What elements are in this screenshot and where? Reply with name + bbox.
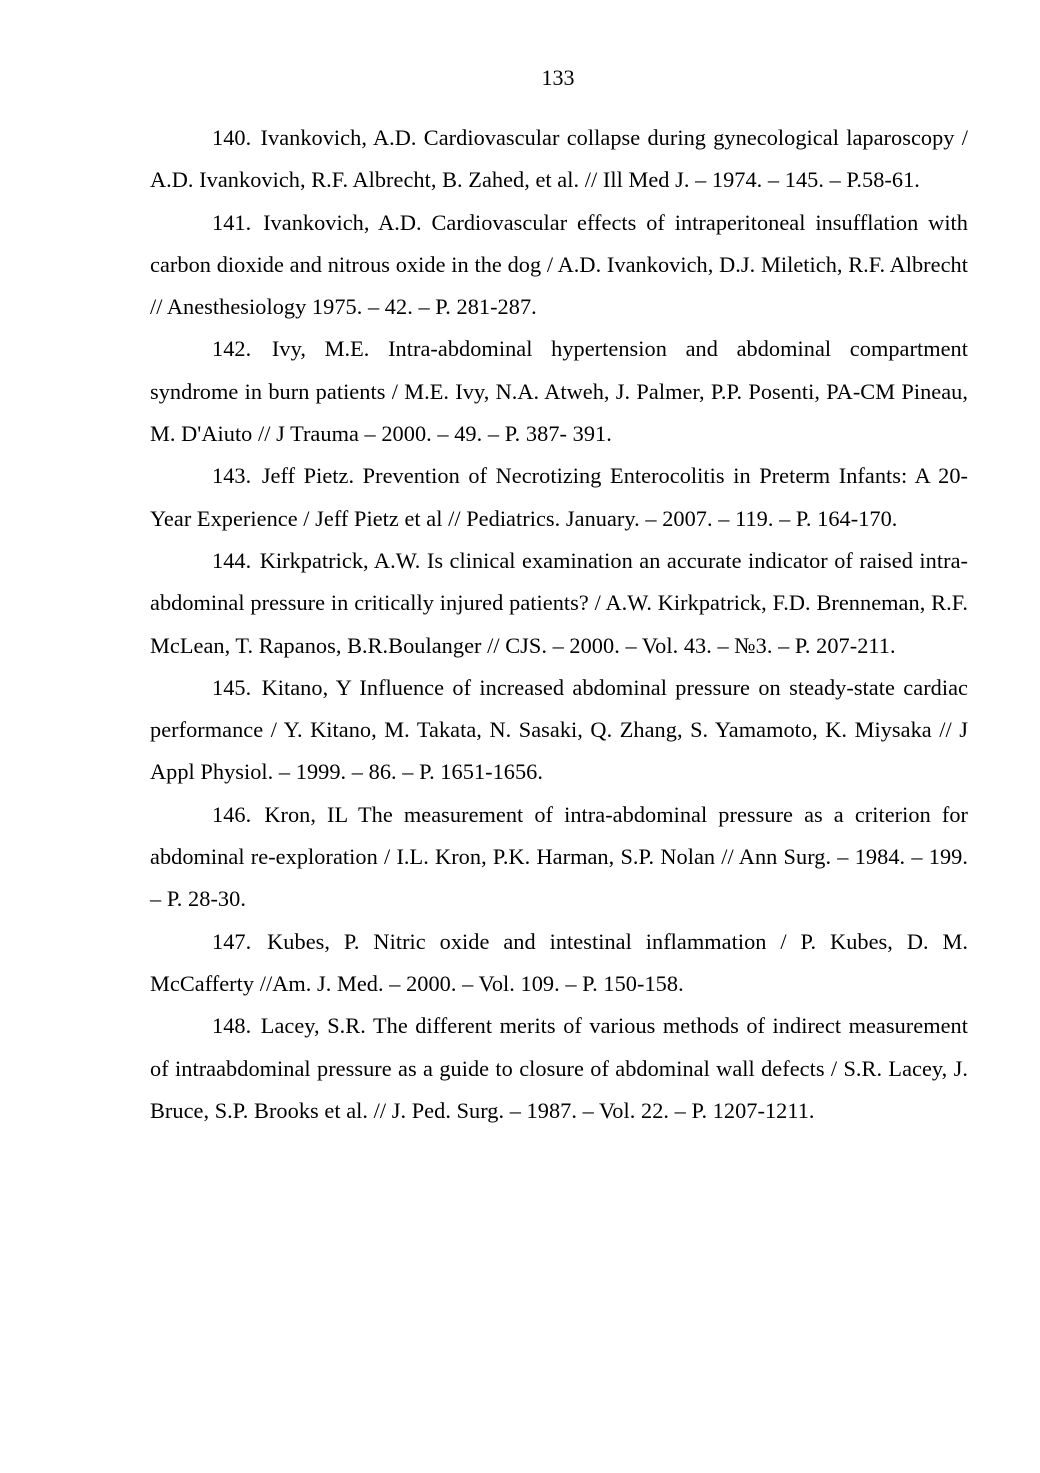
reference-text: Kron, IL The measurement of intra-abdominal pressure as a criterion for abdominal re-exploration / I.L. Kron, P.K. Harman, S.P. Nolan // Ann Surg. – 1984. – 199. – P. 28-30. <box>150 801 969 912</box>
reference-item <box>150 328 968 455</box>
reference-text: Lacey, S.R. The different merits of various methods of indirect measurement of intraabdominal pressure as a guide to closure of abdominal wall defects / S.R. Lacey, J. Bruce, S.P. Brooks et al. // J. Ped. Surg. – 1987. – Vol. 22. – P. 1207-1211. <box>150 1013 969 1123</box>
reference-text: Ivy, M.E. Intra-abdominal hypertension and abdominal compartment syndrome in burn patients / M.E. Ivy, N.A. Atweh, J. Palmer, P.P. Posenti, PA-CM Pineau, M. D'Aiuto // J Trauma – 2000. – 49. – P. 387- 391. <box>150 336 968 447</box>
reference-item <box>150 455 968 540</box>
reference-item <box>150 117 968 202</box>
reference-text: Kirkpatrick, A.W. Is clinical examination an accurate indicator of raised intra-abdominal pressure in critically injured patients? / A.W. Kirkpatrick, F.D. Brenneman, R.F. McLean, T. Rapanos, B.R.Boulanger // CJS. – 2000. – Vol. 43. – №3. – P. 207-211. <box>150 547 968 658</box>
reference-number: 148. <box>212 1013 252 1039</box>
reference-list <box>150 117 968 1132</box>
reference-number: 147. <box>212 928 252 954</box>
reference-item <box>150 667 968 794</box>
reference-number: 143. <box>212 463 252 489</box>
reference-item <box>150 1005 968 1132</box>
page-number: 133 <box>541 65 575 90</box>
reference-number: 144. <box>212 547 252 573</box>
reference-text: Ivankovich, A.D. Cardiovascular collapse during gynecological laparoscopy / A.D. Ivankovich, R.F. Albrecht, B. Zahed, et al. // Ill Med J. – 1974. – 145. – P.58-61. <box>150 125 969 193</box>
reference-text: Jeff Pietz. Prevention of Necrotizing Enterocolitis in Preterm Infants: A 20-Year Experience / Jeff Pietz et al // Pediatrics. January. – 2007. – 119. – P. 164-170. <box>150 463 968 531</box>
reference-text: Kitano, Y Influence of increased abdominal pressure on steady-state cardiac performance / Y. Kitano, M. Takata, N. Sasaki, Q. Zhang, S. Yamamoto, K. Miysaka // J Appl Physiol. – 1999. – 86. – P. 1651-1656. <box>150 674 968 785</box>
reference-number: 145. <box>212 674 252 700</box>
reference-item <box>150 921 968 1006</box>
reference-number: 146. <box>212 801 252 827</box>
reference-number: 140. <box>212 125 252 150</box>
reference-item <box>150 202 968 329</box>
reference-number: 142. <box>212 336 252 362</box>
reference-text: Kubes, P. Nitric oxide and intestinal inflammation / P. Kubes, D. M. McCafferty //Am. J. Med. – 2000. – Vol. 109. – P. 150-158. <box>150 928 969 996</box>
reference-text: Ivankovich, A.D. Cardiovascular effects of intraperitoneal insufflation with carbon dioxide and nitrous oxide in the dog / A.D. Ivankovich, D.J. Miletich, R.F. Albrecht // Anesthesiology 1975. – 42. – P. 281-287. <box>150 209 969 320</box>
reference-item <box>150 540 968 667</box>
reference-number: 141. <box>212 209 252 235</box>
reference-item <box>150 794 968 921</box>
